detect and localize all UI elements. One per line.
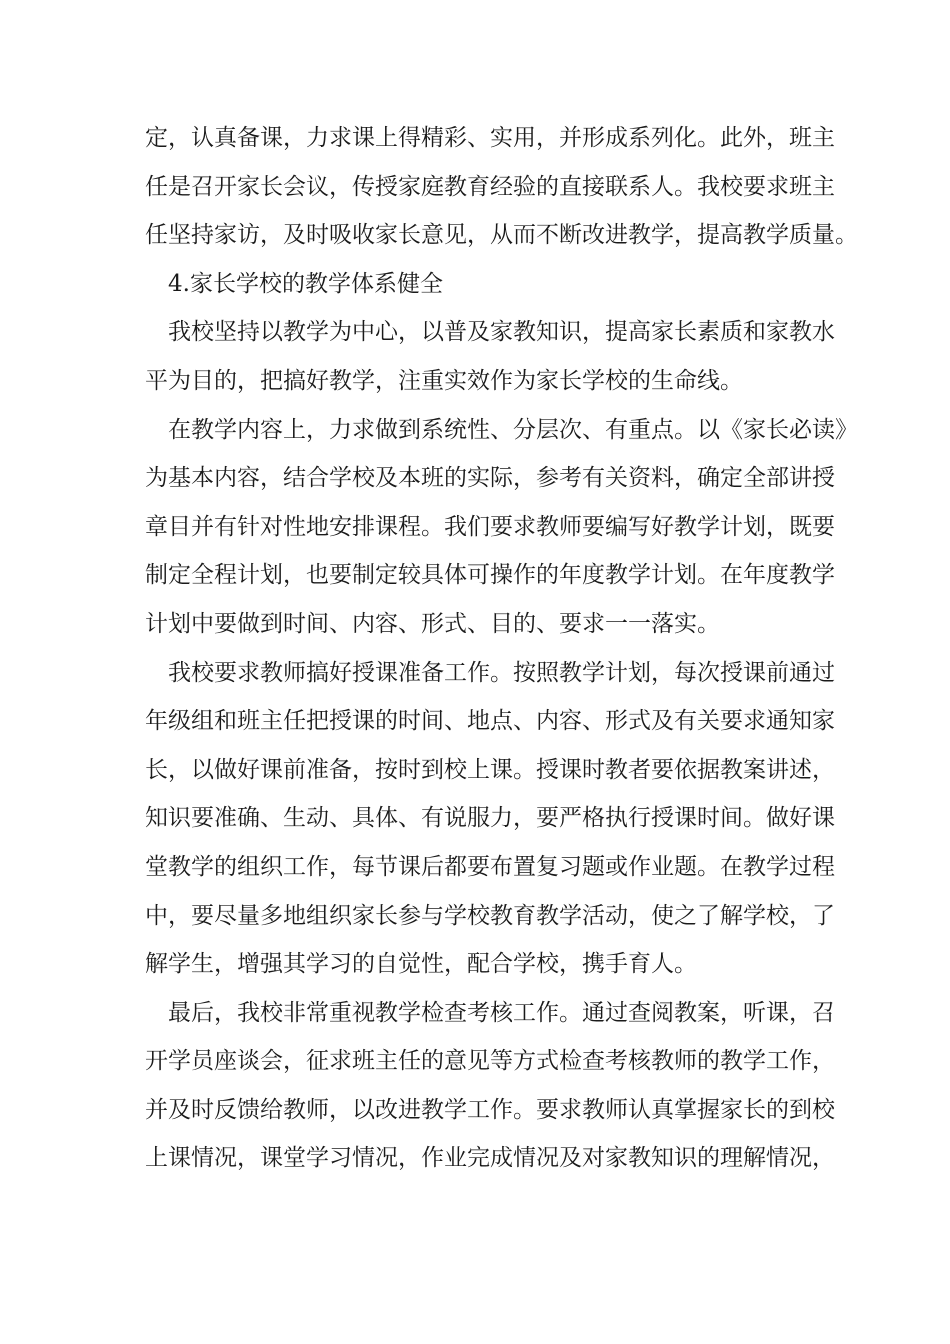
text-line: 并及时反馈给教师，以改进教学工作。要求教师认真掌握家长的到校 [145,1096,835,1123]
text-line: 解学生，增强其学习的自觉性，配合学校，携手育人。 [145,951,697,978]
text-line: 中，要尽量多地组织家长参与学校教育教学活动，使之了解学校，了 [145,902,835,929]
text-line: 平为目的，把搞好教学，注重实效作为家长学校的生命线。 [145,367,743,394]
section-heading: 4.家长学校的教学体系健全 [168,270,443,297]
text-line: 堂教学的组织工作，每节课后都要布置复习题或作业题。在教学过程 [145,853,835,880]
text-line: 章目并有针对性地安排课程。我们要求教师要编写好教学计划，既要 [145,513,835,540]
text-line: 任是召开家长会议，传授家庭教育经验的直接联系人。我校要求班主 [145,173,835,200]
text-line: 任坚持家访，及时吸收家长意见，从而不断改进教学，提高教学质量。 [145,222,858,249]
text-line: 定，认真备课，力求课上得精彩、实用，并形成系列化。此外，班主 [145,125,835,151]
text-line: 长，以做好课前准备，按时到校上课。授课时教者要依据教案讲述， [145,756,835,783]
text-line: 最后，我校非常重视教学检查考核工作。通过查阅教案，听课，召 [168,999,835,1026]
text-line: 开学员座谈会，征求班主任的意见等方式检查考核教师的教学工作， [145,1048,835,1075]
text-line: 计划中要做到时间、内容、形式、目的、要求一一落实。 [145,610,720,637]
text-line: 制定全程计划，也要制定较具体可操作的年度教学计划。在年度教学 [145,562,835,589]
text-line: 我校坚持以教学为中心，以普及家教知识，提高家长素质和家教水 [168,319,835,346]
text-line: 为基本内容，结合学校及本班的实际，参考有关资料，确定全部讲授 [145,465,835,492]
text-line: 我校要求教师搞好授课准备工作。按照教学计划，每次授课前通过 [168,659,835,686]
text-line: 年级组和班主任把授课的时间、地点、内容、形式及有关要求通知家 [145,708,835,735]
text-line: 上课情况，课堂学习情况，作业完成情况及对家教知识的理解情况， [145,1145,835,1172]
text-line: 在教学内容上，力求做到系统性、分层次、有重点。以《家长必读》 [168,416,858,443]
body-text [145,114,858,1183]
text-line: 知识要准确、生动、具体、有说服力，要严格执行授课时间。做好课 [145,805,835,832]
